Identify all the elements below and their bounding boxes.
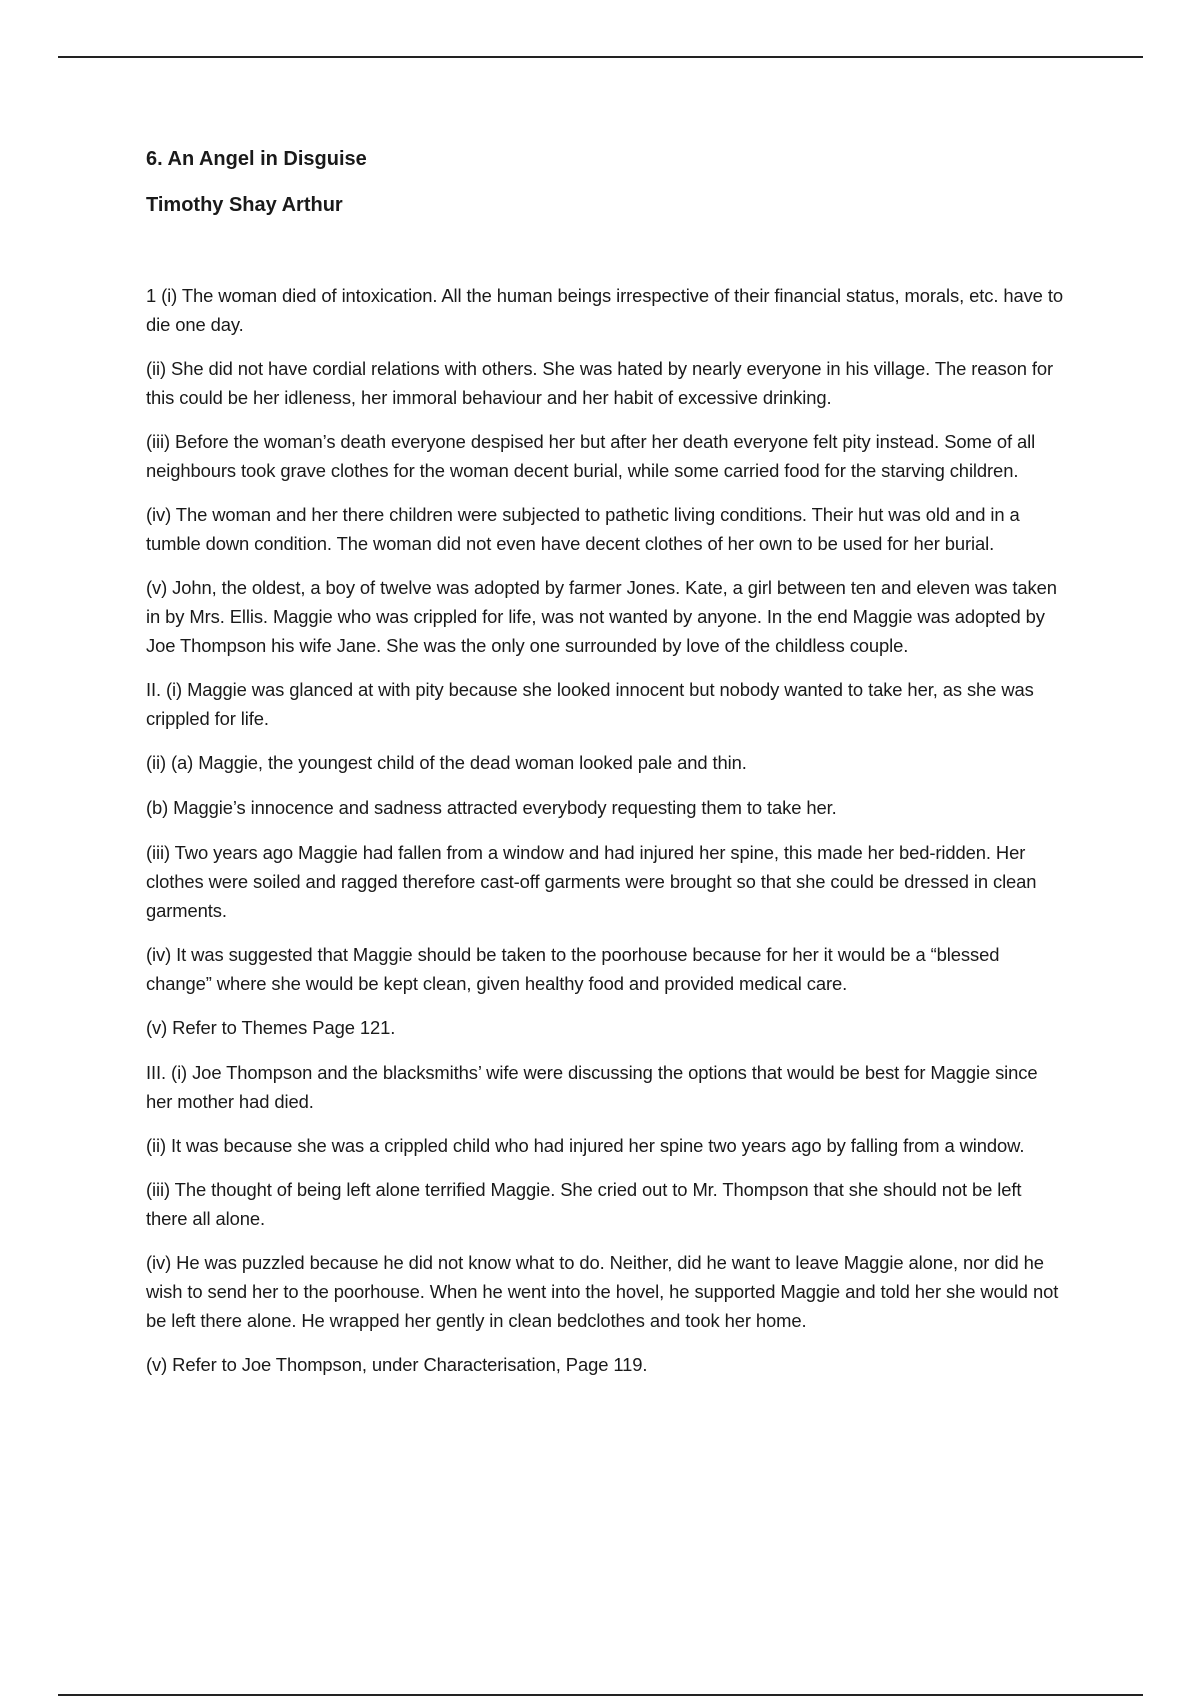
paragraph: II. (i) Maggie was glanced at with pity because she looked innocent but nobody wanted to take her, as she was crippled for life. bbox=[146, 679, 1034, 729]
paragraph: (ii) She did not have cordial relations with others. She was hated by nearly everyone in his village. The reason for this could be her idleness, her immoral behaviour and her habit of excessive drinking. bbox=[146, 358, 1054, 408]
paragraph: (iii) Before the woman’s death everyone despised her but after her death everyone felt pity instead. Some of all neighbours took grave clothes for the woman decent burial, while some carried food for the starving children. bbox=[146, 431, 1036, 481]
paragraph: 1 (i) The woman died of intoxication. All the human beings irrespective of their financial status, morals, etc. have to die one day. bbox=[146, 285, 1063, 335]
paragraph: (iv) It was suggested that Maggie should be taken to the poorhouse because for her it would be a “blessed change” where she would be kept clean, given healthy food and provided medical care. bbox=[146, 944, 1000, 994]
paragraph: (v) Refer to Joe Thompson, under Characterisation, Page 119. bbox=[146, 1354, 648, 1375]
document-body bbox=[146, 146, 1066, 1395]
paragraph: (ii) (a) Maggie, the youngest child of the dead woman looked pale and thin. bbox=[146, 752, 747, 773]
paragraph: (iv) The woman and her there children were subjected to pathetic living conditions. Their hut was old and in a tumble down condition. The woman did not even have decent clothes of her own to be used for her burial. bbox=[146, 504, 1020, 554]
paragraph: III. (i) Joe Thompson and the blacksmiths’ wife were discussing the options that would be best for Maggie since her mother had died. bbox=[146, 1062, 1038, 1112]
paragraph: (iii) Two years ago Maggie had fallen from a window and had injured her spine, this made her bed-ridden. Her clothes were soiled and ragged therefore cast-off garments were brought so that she could be dressed in clean garments. bbox=[146, 842, 1037, 921]
chapter-title: 6. An Angel in Disguise bbox=[146, 148, 367, 170]
paragraph: (v) John, the oldest, a boy of twelve was adopted by farmer Jones. Kate, a girl between ten and eleven was taken in by Mrs. Ellis. Maggie who was crippled for life, was not wanted by anyone. In the end Maggie was adopted by Joe Thompson his wife Jane. She was the only one surrounded by love of the childless couple. bbox=[146, 577, 1057, 656]
paragraph: (b) Maggie’s innocence and sadness attracted everybody requesting them to take her. bbox=[146, 797, 837, 818]
paragraph: (v) Refer to Themes Page 121. bbox=[146, 1017, 396, 1038]
paragraph: (ii) It was because she was a crippled child who had injured her spine two years ago by falling from a window. bbox=[146, 1135, 1025, 1156]
author-name: Timothy Shay Arthur bbox=[146, 194, 343, 216]
footer-rule bbox=[58, 1694, 1143, 1696]
paragraph: (iv) He was puzzled because he did not know what to do. Neither, did he want to leave Maggie alone, nor did he wish to send her to the poorhouse. When he went into the hovel, he supported Maggie and told her she would not be left there alone. He wrapped her gently in clean bedclothes and took her home. bbox=[146, 1252, 1059, 1331]
paragraph: (iii) The thought of being left alone terrified Maggie. She cried out to Mr. Thompson that she should not be left there all alone. bbox=[146, 1179, 1022, 1229]
header-rule bbox=[58, 56, 1143, 58]
